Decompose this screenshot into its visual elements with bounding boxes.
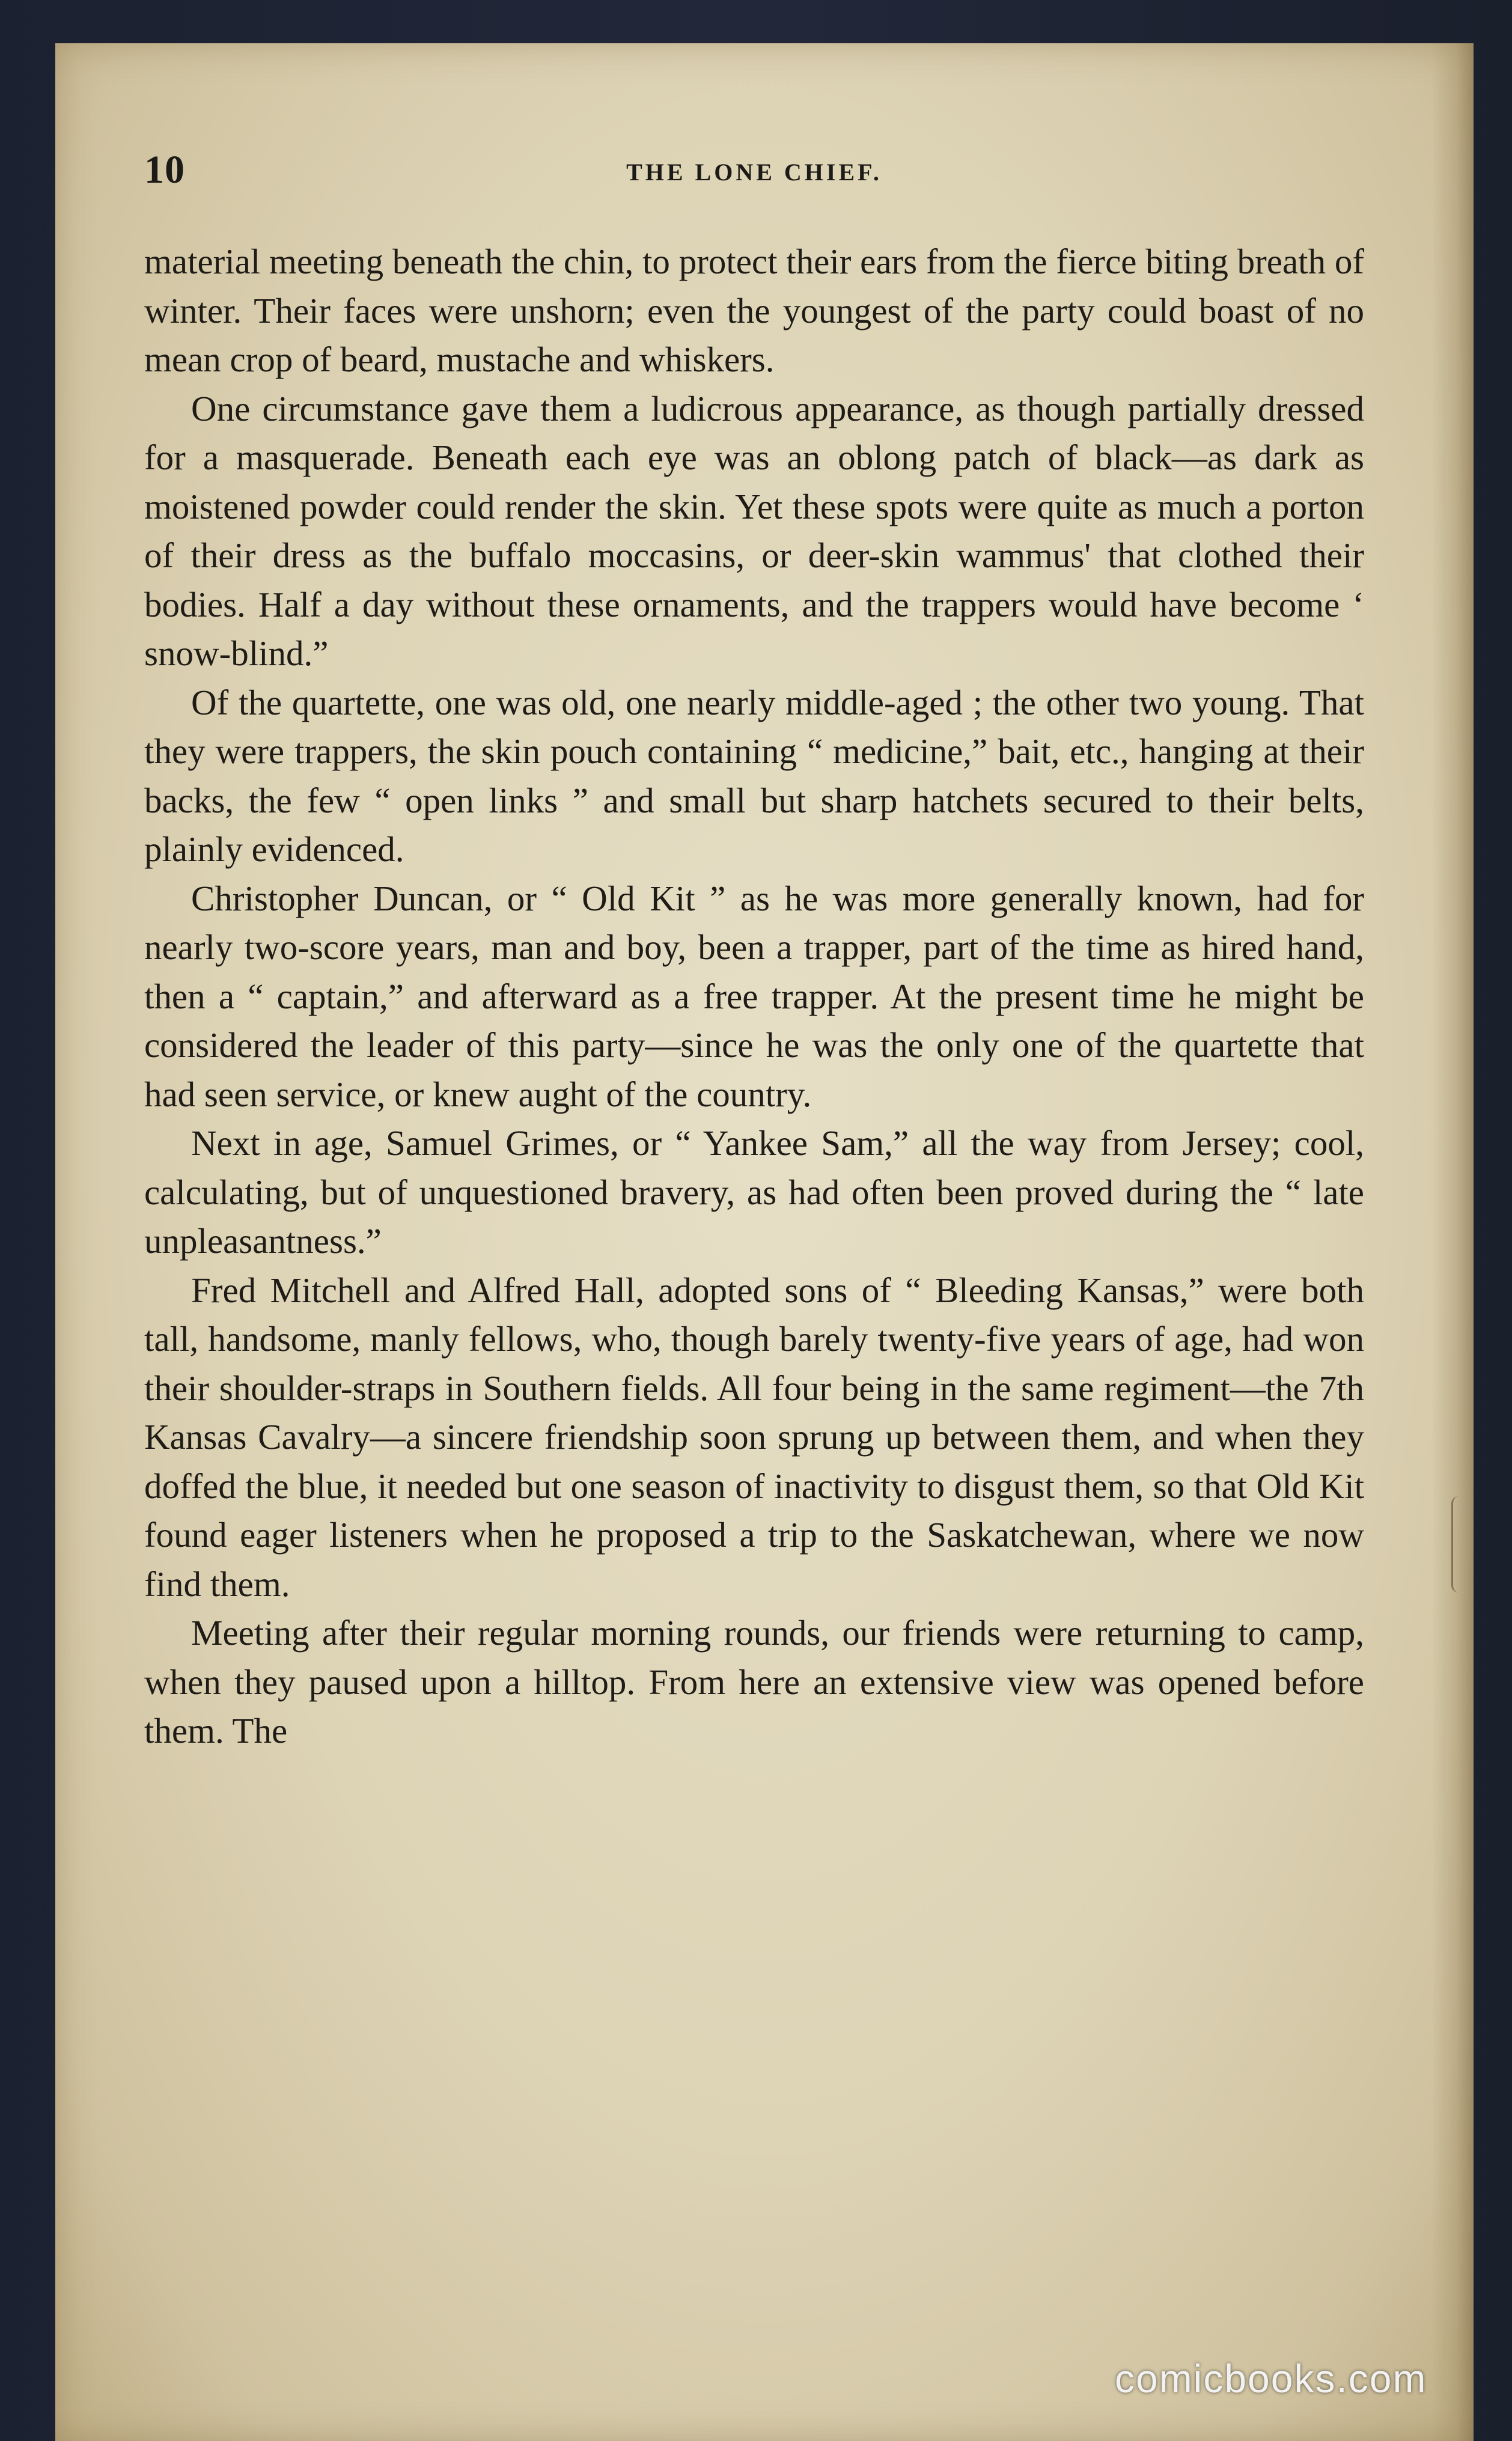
watermark: comicbooks.com xyxy=(1115,2356,1427,2401)
page-header xyxy=(144,147,1364,201)
page-number: 10 xyxy=(144,148,185,192)
running-title: THE LONE CHIEF. xyxy=(626,159,882,186)
paragraph-5: Next in age, Samuel Grimes, or “ Yankee Sam,” all the way from Jersey; cool, calculating, but of unquestioned bravery, as had often been proved during the “ late unpleasantness.” xyxy=(144,1123,1364,1261)
paragraph-4: Christopher Duncan, or “ Old Kit ” as he was more generally known, had for nearly two-score years, man and boy, been a trapper, part of the time as hired hand, then a “ captain,” and afterward as a free trapper. At the present time he might be considered the leader of this party—since he was the only one of the quartette that had seen service, or knew aught of the country. xyxy=(144,878,1364,1114)
page-edge-shadow xyxy=(1431,43,1474,2441)
paragraph-6: Fred Mitchell and Alfred Hall, adopted sons of “ Bleeding Kansas,” were both tall, handsome, manly fellows, who, though barely twenty-five years of age, had won their shoulder-straps in Southern fields. All four being in the same regiment—the 7th Kansas Cavalry—a sincere friendship soon sprung up between them, and when they doffed the blue, it needed but one season of inactivity to disgust them, so that Old Kit found eager listeners when he proposed a trip to the Saskatchewan, where we now find them. xyxy=(144,1270,1364,1604)
paragraph-2: One circumstance gave them a ludicrous appearance, as though partially dressed for a masquerade. Beneath each eye was an oblong patch of black—as dark as moistened powder could render the skin. Yet these spots were quite as much a porton of their dress as the buffalo moccasins, or deer-skin wammus' that clothed their bodies. Half a day without these ornaments, and the trappers would have become ‘ snow-blind.” xyxy=(144,388,1364,673)
paragraph-1: material meeting beneath the chin, to protect their ears from the fierce biting breath of winter. Their faces were unshorn; even the youngest of the party could boast of no mean crop of beard, mustache and whiskers. xyxy=(144,242,1364,379)
binding-mark xyxy=(1451,1496,1466,1592)
paragraph-3: Of the quartette, one was old, one nearly middle-aged ; the other two young. That they were trappers, the skin pouch containing “ medicine,” bait, etc., hanging at their backs, the few “ open links ” and small but sharp hatchets secured to their belts, plainly evidenced. xyxy=(144,682,1364,869)
page-body xyxy=(144,237,1364,1756)
paragraph-7: Meeting after their regular morning rounds, our friends were returning to camp, when they paused upon a hilltop. From here an extensive view was opened before them. The xyxy=(144,1613,1364,1751)
